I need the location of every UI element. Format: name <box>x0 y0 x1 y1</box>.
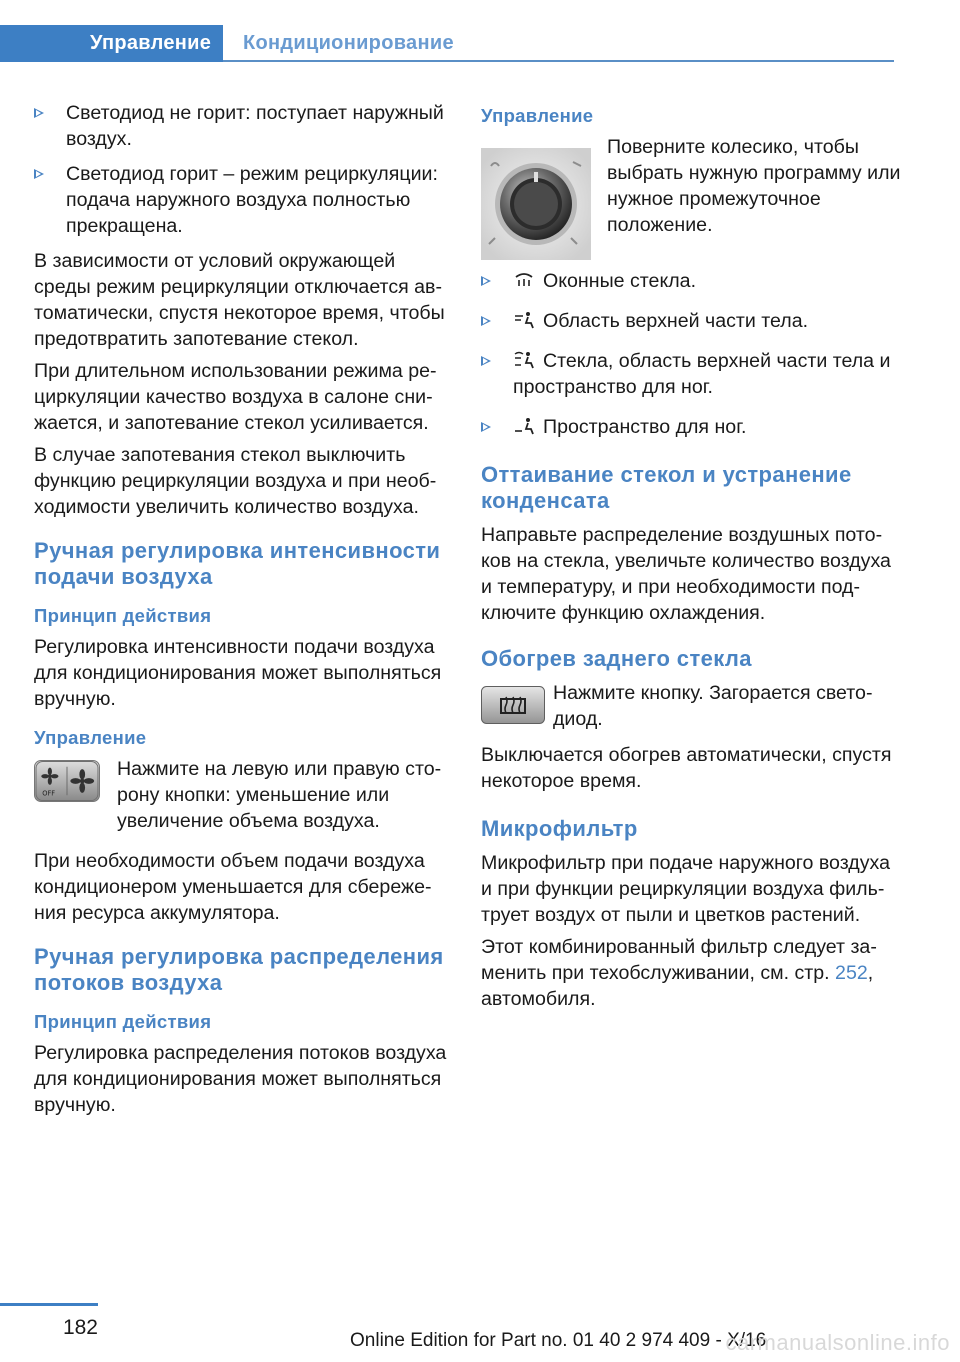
rear-defrost-instruction: Нажмите кнопку. Загорается светодиод. <box>481 680 901 736</box>
upper-body-airflow-icon <box>513 311 535 329</box>
paragraph: Выключается обогрев автоматически, спустя некоторое время. <box>481 744 892 792</box>
air-distribution-knob-image <box>481 148 591 265</box>
tab-section-control: Управление <box>0 25 223 62</box>
list-item: Пространство для ног. <box>481 414 901 440</box>
right-column <box>481 100 901 1018</box>
section-heading: Микрофильтр <box>481 816 638 841</box>
paragraph: В зависимости от условий окружающей среды режим рециркуляции отключается автоматически, спустя некоторое время, чтобы предотвратить запотевание стекол. <box>34 250 445 350</box>
list-item: Оконные стекла. <box>481 268 901 294</box>
windshield-icon <box>513 271 535 289</box>
watermark: carmanualsonline.info <box>725 1330 950 1355</box>
fan-button-instruction: OFF Нажмите на левую или правую сторону кнопки: уменьшение или увеличение объема воздуха. <box>34 756 447 834</box>
paragraph: Регулировка распределения потоков воздуха для кондиционирования может выполняться вручную. <box>34 1042 447 1116</box>
page-number: 182 <box>62 1316 98 1339</box>
section-heading: Ручная регулировка распределения потоков воздуха <box>34 944 444 995</box>
section-heading: Оттаивание стекол и устранение конденсата <box>481 462 852 513</box>
subsection-heading: Принцип действия <box>34 1011 212 1032</box>
list-item: Область верхней части тела. <box>481 308 901 334</box>
page-header <box>0 25 894 62</box>
fan-speed-button-image <box>34 760 100 807</box>
paragraph: Микрофильтр при подаче наружного воздуха и при функции рециркуляции воздуха фильтрует воздух от пыли и цветков растений. <box>481 852 890 926</box>
rear-window-defrost-button-image <box>481 686 545 729</box>
paragraph: Этот комбинированный фильтр следует заменить при техобслуживании, см. стр. 252, автомобиля. <box>481 936 877 1010</box>
edition-footer: Online Edition for Part no. 01 40 2 974 409 - X/16 <box>350 1330 767 1351</box>
list-item: Светодиод горит – режим рециркуляции: подача наружного воздуха полностью прекращена. <box>34 161 447 239</box>
triangle-bullet-icon <box>481 356 491 366</box>
tab-section-climate: Кондиционирование <box>243 32 454 54</box>
footer-rule <box>0 1303 98 1306</box>
list-item: Стекла, область верхней части тела и пространство для ног. <box>481 348 901 400</box>
all-zones-airflow-icon <box>513 351 535 369</box>
page-reference-link[interactable]: 252 <box>835 962 868 984</box>
list-item: Светодиод не горит: поступает наружный воздух. <box>34 100 447 152</box>
section-heading: Обогрев заднего стекла <box>481 646 752 671</box>
paragraph: При необходимости объем подачи воздуха кондиционером уменьшается для сбережения ресурса аккумулятора. <box>34 850 432 924</box>
triangle-bullet-icon <box>481 316 491 326</box>
paragraph: Направьте распределение воздушных потоков на стекла, увеличьте количество воздуха и температуру, и при необходимости подключите функцию охлаждения. <box>481 524 891 624</box>
triangle-bullet-icon <box>481 422 491 432</box>
paragraph: Регулировка интенсивности подачи воздуха для кондиционирования может выполняться вручную. <box>34 636 442 710</box>
paragraph: При длительном использовании режима рециркуляции качество воздуха в салоне снижается, и запотевание стекол усиливается. <box>34 360 437 434</box>
paragraph: В случае запотевания стекол выключить функцию рециркуляции воздуха и при необходимости увеличить количество воздуха. <box>34 444 437 518</box>
triangle-bullet-icon <box>34 169 44 179</box>
air-distribution-instruction: Поверните колесико, чтобы выбрать нужную программу или нужное промежуточное положение. <box>481 134 901 260</box>
footwell-airflow-icon <box>513 417 535 435</box>
subsection-heading: Принцип действия <box>34 605 212 626</box>
subsection-heading: Управление <box>481 105 594 126</box>
svg-text:OFF: OFF <box>42 789 56 798</box>
section-heading: Ручная регулировка интенсивности подачи воздуха <box>34 538 441 589</box>
triangle-bullet-icon <box>481 276 491 286</box>
left-column <box>34 100 447 1124</box>
triangle-bullet-icon <box>34 108 44 118</box>
subsection-heading: Управление <box>34 727 147 748</box>
